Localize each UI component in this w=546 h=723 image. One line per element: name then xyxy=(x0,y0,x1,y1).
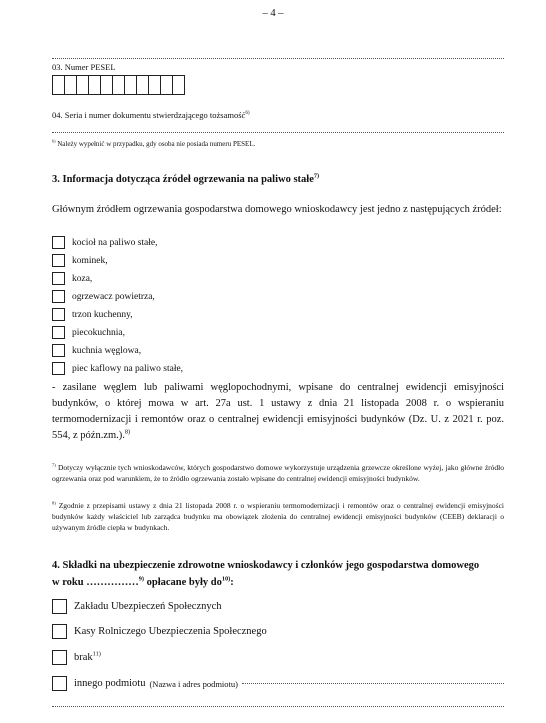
option-row[interactable] xyxy=(52,675,504,692)
section-4-heading-line2 xyxy=(52,574,512,591)
option-row[interactable] xyxy=(52,623,267,640)
option-label: Zakładu Ubezpieczeń Społecznych xyxy=(74,601,222,612)
option-row[interactable] xyxy=(52,325,125,340)
footnote-text: Dotyczy wyłącznie tych wnioskodawców, których gospodarstwo domowe wykorzystuje urządzenia grzewcze określone wyżej, jako główne źródło ogrzewania oraz pod warunkiem, że to źródło ogrzewania zostało wpisane do centralnej ewidencji emisyjności budynków. xyxy=(52,463,504,483)
footnote-7 xyxy=(52,462,504,484)
pesel-label: 03. Numer PESEL xyxy=(52,62,116,72)
option-row[interactable] xyxy=(52,598,222,615)
footnote-ref: 6) xyxy=(245,110,250,117)
id-document-label-text: 04. Seria i numer dokumentu stwierdzającego tożsamość xyxy=(52,110,246,120)
section-3-intro: Głównym źródłem ogrzewania gospodarstwa domowego wnioskodawcy jest jedno z następujących źródeł: xyxy=(52,204,502,215)
footnote-ref: 10) xyxy=(221,575,231,583)
checkbox[interactable] xyxy=(52,362,65,375)
id-document-label xyxy=(52,110,250,120)
option-label: kuchnia węglowa, xyxy=(72,345,142,356)
pesel-input[interactable] xyxy=(52,75,184,95)
closing-text: - zasilane węglem lub paliwami węglopochodnymi, wpisane do centralnej ewidencji emisyjności budynków, o której mowa w art. 27a ust. 1 ustawy z dnia 21 listopada 2008 r. o wspieraniu termomodernizacji i remontów oraz o centralnej ewidencji emisyjności budynków (Dz. U. z 2021 r. poz. 554, z późn.zm.). xyxy=(52,382,504,441)
option-row[interactable] xyxy=(52,253,108,268)
option-label: piecokuchnia, xyxy=(72,327,126,338)
other-entity-input[interactable] xyxy=(242,683,504,684)
option-label: koza, xyxy=(72,273,93,284)
option-label-text: brak xyxy=(74,652,93,663)
option-label: kocioł na paliwo stałe, xyxy=(72,237,158,248)
section-4-heading xyxy=(52,557,512,591)
dotted-fill-line[interactable] xyxy=(52,706,504,707)
heading-text: opłacane były do xyxy=(143,577,222,588)
option-row[interactable] xyxy=(52,271,92,286)
footnote-text: Należy wypełnić w przypadku, gdy osoba nie posiada numeru PESEL. xyxy=(57,140,256,148)
option-label xyxy=(74,652,101,663)
footnote-ref: 7) xyxy=(313,172,320,180)
id-document-input[interactable] xyxy=(52,132,504,133)
option-label: trzon kuchenny, xyxy=(72,309,133,320)
option-note: (Nazwa i adres podmiotu) xyxy=(149,678,238,689)
footnote-ref: 9) xyxy=(138,575,144,583)
page-number: – 4 – xyxy=(262,8,284,19)
option-label: kominek, xyxy=(72,255,108,266)
checkbox[interactable] xyxy=(52,599,67,614)
pesel-digit-cell[interactable] xyxy=(172,75,185,95)
footnote-ref: 8) xyxy=(124,428,131,436)
dotted-fill-line xyxy=(52,58,504,59)
footnote-marker: 6) xyxy=(52,138,56,144)
option-row[interactable] xyxy=(52,307,133,322)
option-label: Kasy Rolniczego Ubezpieczenia Społecznego xyxy=(74,626,267,637)
checkbox[interactable] xyxy=(52,326,65,339)
footnote-8 xyxy=(52,500,504,533)
checkbox[interactable] xyxy=(52,290,65,303)
option-row[interactable] xyxy=(52,343,141,358)
checkbox[interactable] xyxy=(52,272,65,285)
checkbox[interactable] xyxy=(52,344,65,357)
section-4-heading-line1: 4. Składki na ubezpieczenie zdrowotne wnioskodawcy i członków jego gospodarstwa domowego xyxy=(52,560,480,571)
option-label: innego podmiotu xyxy=(74,678,146,689)
option-row[interactable] xyxy=(52,235,157,250)
heading-colon: : xyxy=(230,577,234,588)
checkbox[interactable] xyxy=(52,650,67,665)
section-3-heading xyxy=(52,174,319,185)
footnote-marker: 7) xyxy=(52,462,56,468)
checkbox[interactable] xyxy=(52,236,65,249)
footnote-6 xyxy=(52,140,255,148)
option-row[interactable] xyxy=(52,289,155,304)
option-label: piec kaflowy na paliwo stałe, xyxy=(72,363,184,374)
checkbox[interactable] xyxy=(52,676,67,691)
option-label: ogrzewacz powietrza, xyxy=(72,291,155,302)
checkbox[interactable] xyxy=(52,308,65,321)
section-3-heading-text: 3. Informacja dotycząca źródeł ogrzewania na paliwo stałe xyxy=(52,174,314,185)
year-blank: w roku …………… xyxy=(52,577,139,588)
section-3-closing xyxy=(52,380,504,444)
checkbox[interactable] xyxy=(52,624,67,639)
checkbox[interactable] xyxy=(52,254,65,267)
option-row[interactable] xyxy=(52,649,101,666)
option-row[interactable] xyxy=(52,361,183,376)
footnote-ref: 11) xyxy=(92,650,101,658)
footnote-text: Zgodnie z przepisami ustawy z dnia 21 listopada 2008 r. o wspieraniu termomodernizacji i remontów oraz o centralnej ewidencji emisyjności budynków każdy właściciel lub zarządca budynku ma obowiązek złożenia do centralnej ewidencji emisyjności budynków (CEEB) deklaracji o używanym źródle ciepła w budynkach. xyxy=(52,501,505,532)
footnote-marker: 8) xyxy=(52,500,56,506)
